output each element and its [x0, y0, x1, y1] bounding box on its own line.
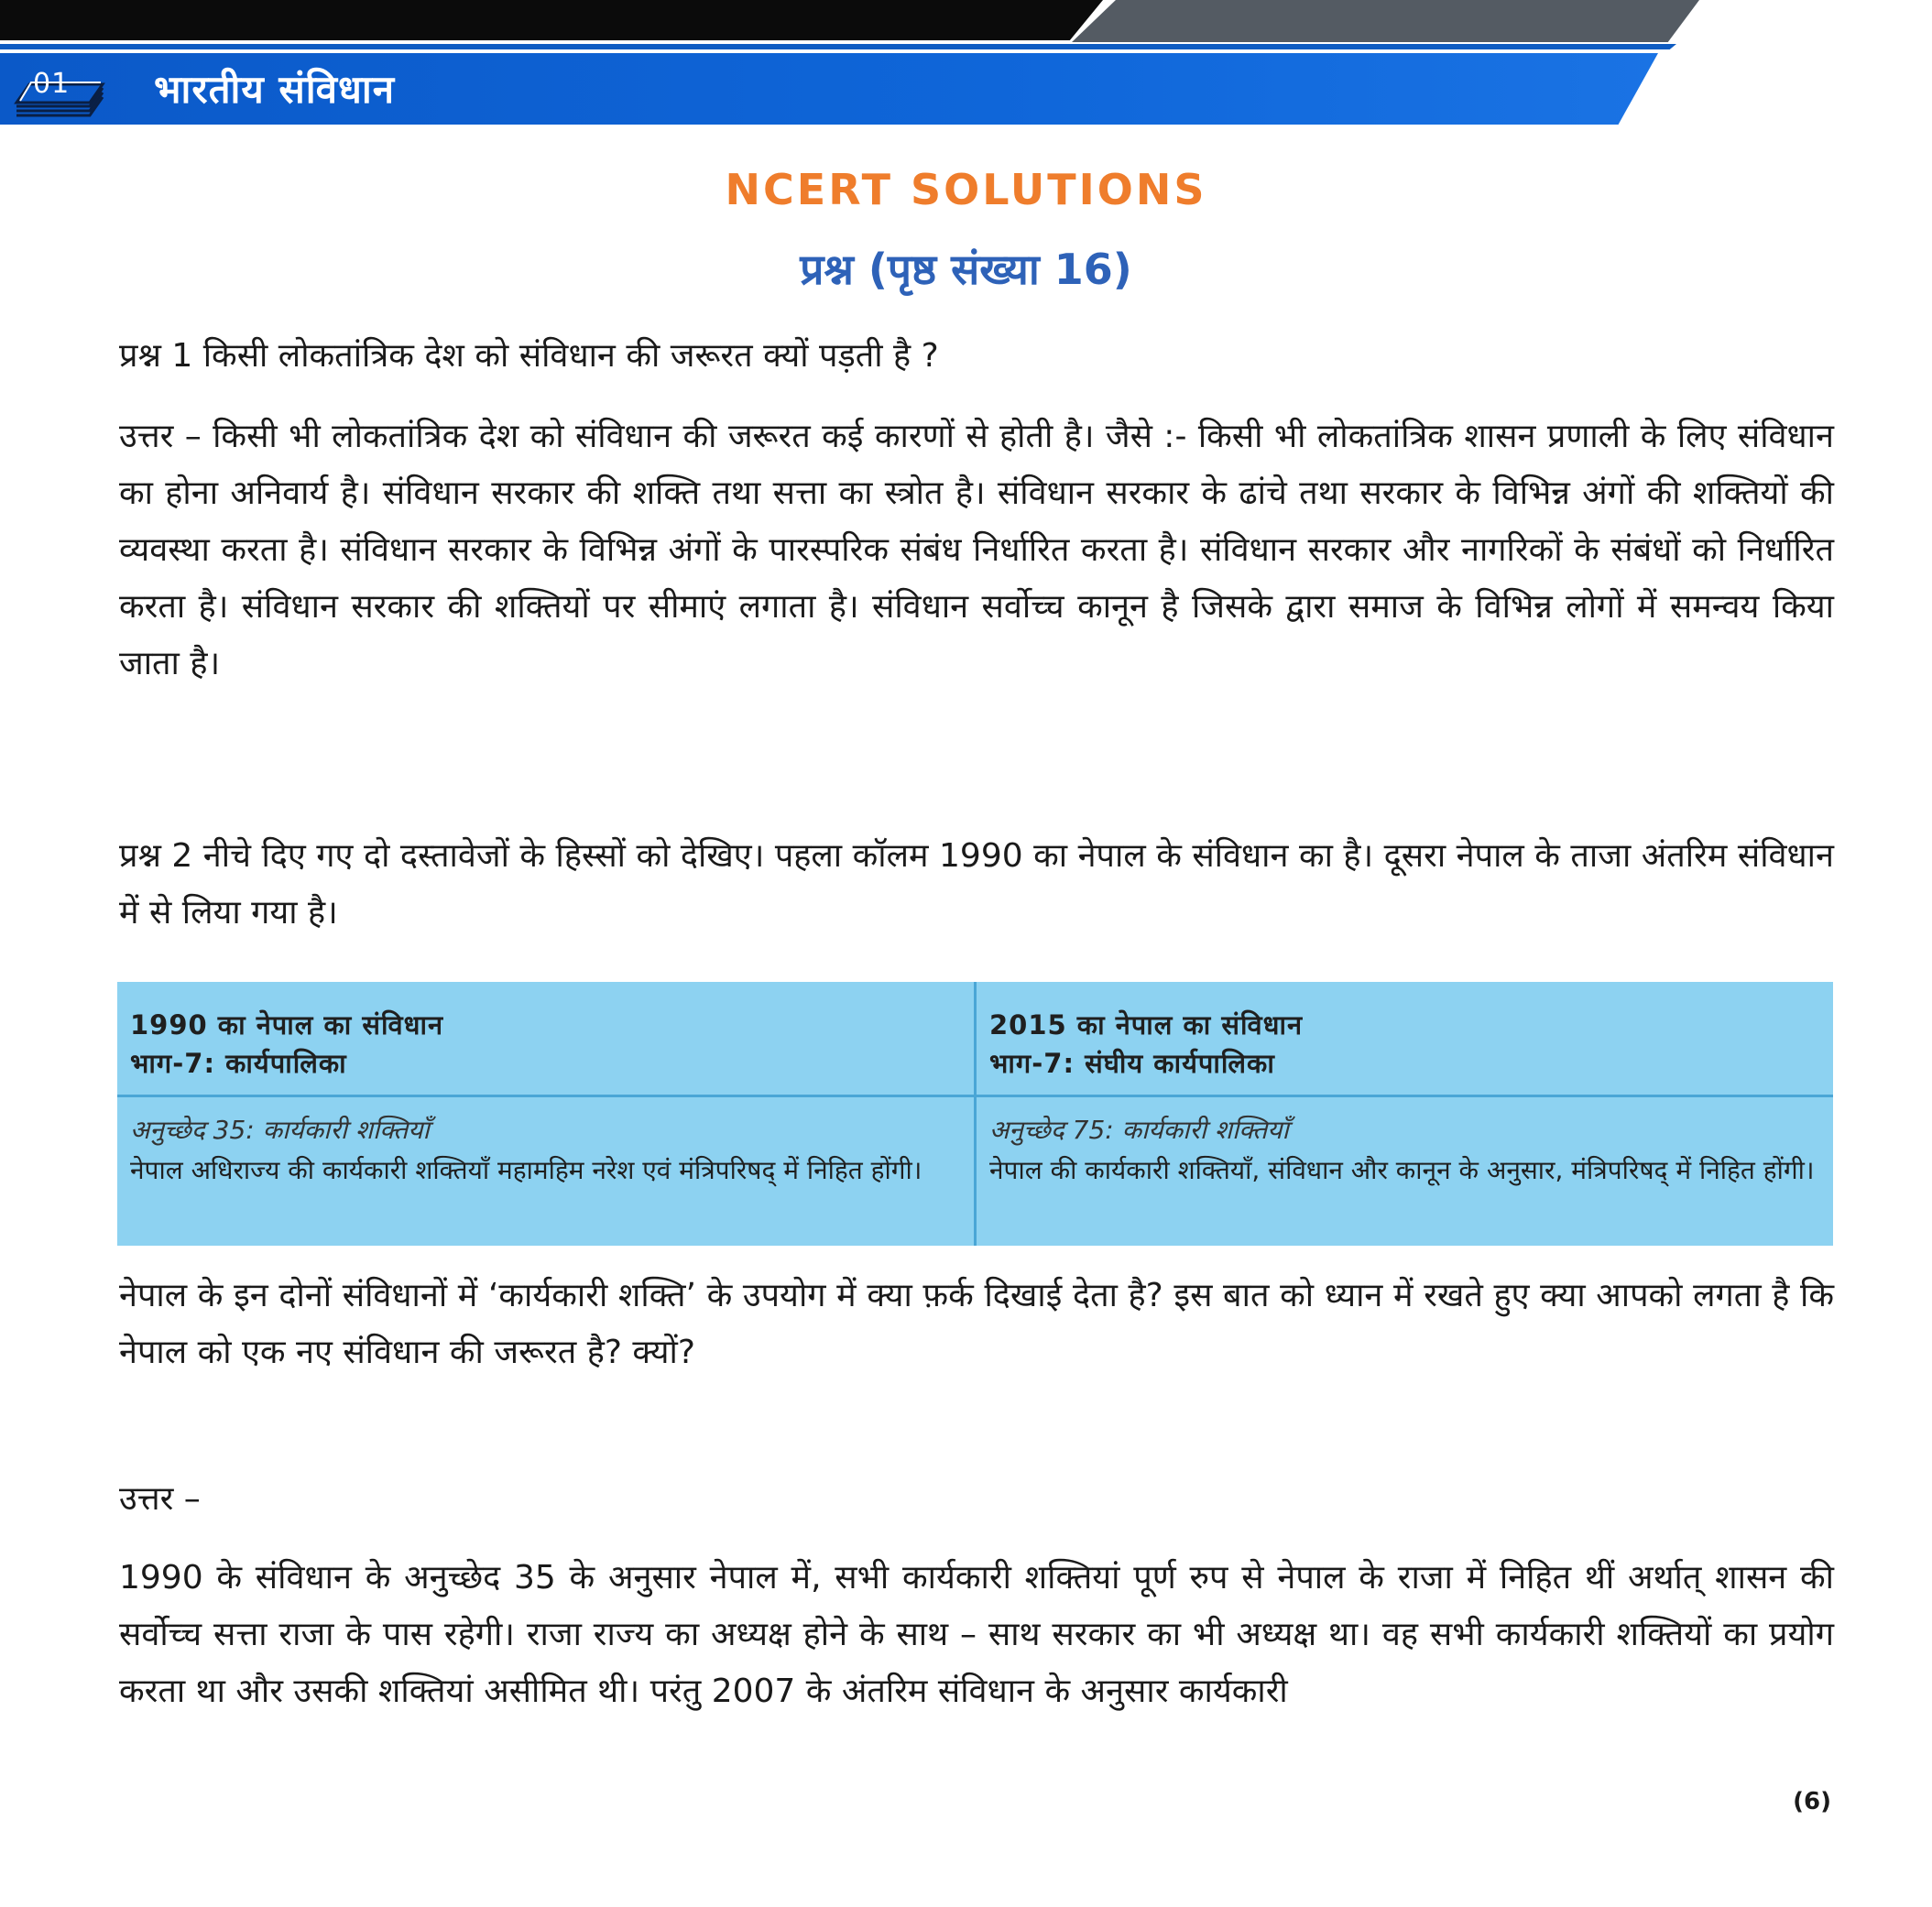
table-header-1990: [117, 982, 976, 1095]
chapter-number: 01: [33, 68, 71, 100]
table-heading-2015-title: 2015 का नेपाल का संविधान: [989, 1009, 1304, 1041]
table-heading-2015-part: भाग-7: संघीय कार्यपालिका: [989, 1048, 1275, 1079]
article-75-title: अनुच्छेद 75: कार्यकारी शक्तियाँ: [989, 1114, 1289, 1145]
chapter-title: भारतीय संविधान: [154, 67, 396, 112]
answer-2-label: उत्तर –: [119, 1480, 201, 1518]
sub-heading: प्रश्न (पृष्ठ संख्या 16): [800, 245, 1132, 294]
header-gray-band: [1072, 0, 1699, 42]
table-body-row: [117, 1095, 1833, 1246]
article-35-title: अनुच्छेद 35: कार्यकारी शक्तियाँ: [130, 1114, 430, 1145]
question-2-follow-up: नेपाल के इन दोनों संविधानों में ‘कार्यकारी शक्ति’ के उपयोग में क्या फ़र्क दिखाई देता है? इस बात को ध्यान में रखते हुए क्या आपको लगता है कि नेपाल को एक नए संविधान की जरूरत है? क्यों?: [119, 1277, 1834, 1371]
main-heading: NCERT SOLUTIONS: [725, 165, 1207, 214]
header-black-band: [0, 0, 1103, 40]
table-heading-1990-title: 1990 का नेपाल का संविधान: [130, 1009, 444, 1041]
constitution-comparison-table: [117, 982, 1833, 1246]
article-35-text: नेपाल अधिराज्य की कार्यकारी शक्तियाँ महामहिम नरेश एवं मंत्रिपरिषद् में निहित होंगी।: [130, 1154, 922, 1185]
article-75-text: नेपाल की कार्यकारी शक्तियाँ, संविधान और कानून के अनुसार, मंत्रिपरिषद् में निहित होंगी।: [989, 1154, 1815, 1185]
table-cell-1990: [117, 1095, 976, 1246]
question-2: प्रश्न 2 नीचे दिए गए दो दस्तावेजों के हिस्सों को देखिए। पहला कॉलम 1990 का नेपाल के संविधान का है। दूसरा नेपाल के ताजा अंतरिम संविधान में से लिया गया है।: [119, 837, 1834, 932]
question-1: प्रश्न 1 किसी लोकतांत्रिक देश को संविधान की जरूरत क्यों पड़ती है ?: [119, 337, 939, 375]
page-number: (6): [1793, 1788, 1831, 1815]
table-cell-2015: [976, 1095, 1834, 1246]
answer-2: 1990 के संविधान के अनुच्छेद 35 के अनुसार नेपाल में, सभी कार्यकारी शक्तियां पूर्ण रुप से नेपाल के राजा में निहित थीं अर्थात् शासन की सर्वोच्च सत्ता राजा के पास रहेगी। राजा राज्य का अध्यक्ष होने के साथ – साथ सरकार का भी अध्यक्ष था। वह सभी कार्यकारी शक्तियों का प्रयोग करता था और उसकी शक्तियां असीमित थी। परंतु 2007 के अंतरिम संविधान के अनुसार कार्यकारी: [119, 1559, 1834, 1710]
table-header-row: [117, 982, 1833, 1095]
table-header-2015: [976, 982, 1834, 1095]
table-heading-1990-part: भाग-7: कार्यपालिका: [130, 1048, 347, 1079]
answer-1: उत्तर – किसी भी लोकतांत्रिक देश को संविधान की जरूरत कई कारणों से होती है। जैसे :- किसी भी लोकतांत्रिक शासन प्रणाली के लिए संविधान का होना अनिवार्य है। संविधान सरकार की शक्ति तथा सत्ता का स्त्रोत है। संविधान सरकार के ढांचे तथा सरकार के विभिन्न अंगों की शक्तियों की व्यवस्था करता है। संविधान सरकार के विभिन्न अंगों के पारस्परिक संबंध निर्धारित करता है। संविधान सरकार और नागरिकों के संबंधों को निर्धारित करता है। संविधान सरकार की शक्तियों पर सीमाएं लगाता है। संविधान सर्वोच्च कानून है जिसके द्वारा समाज के विभिन्न लोगों में समन्वय किया जाता है।: [119, 418, 1834, 682]
header-thin-stripe: [0, 44, 1676, 49]
